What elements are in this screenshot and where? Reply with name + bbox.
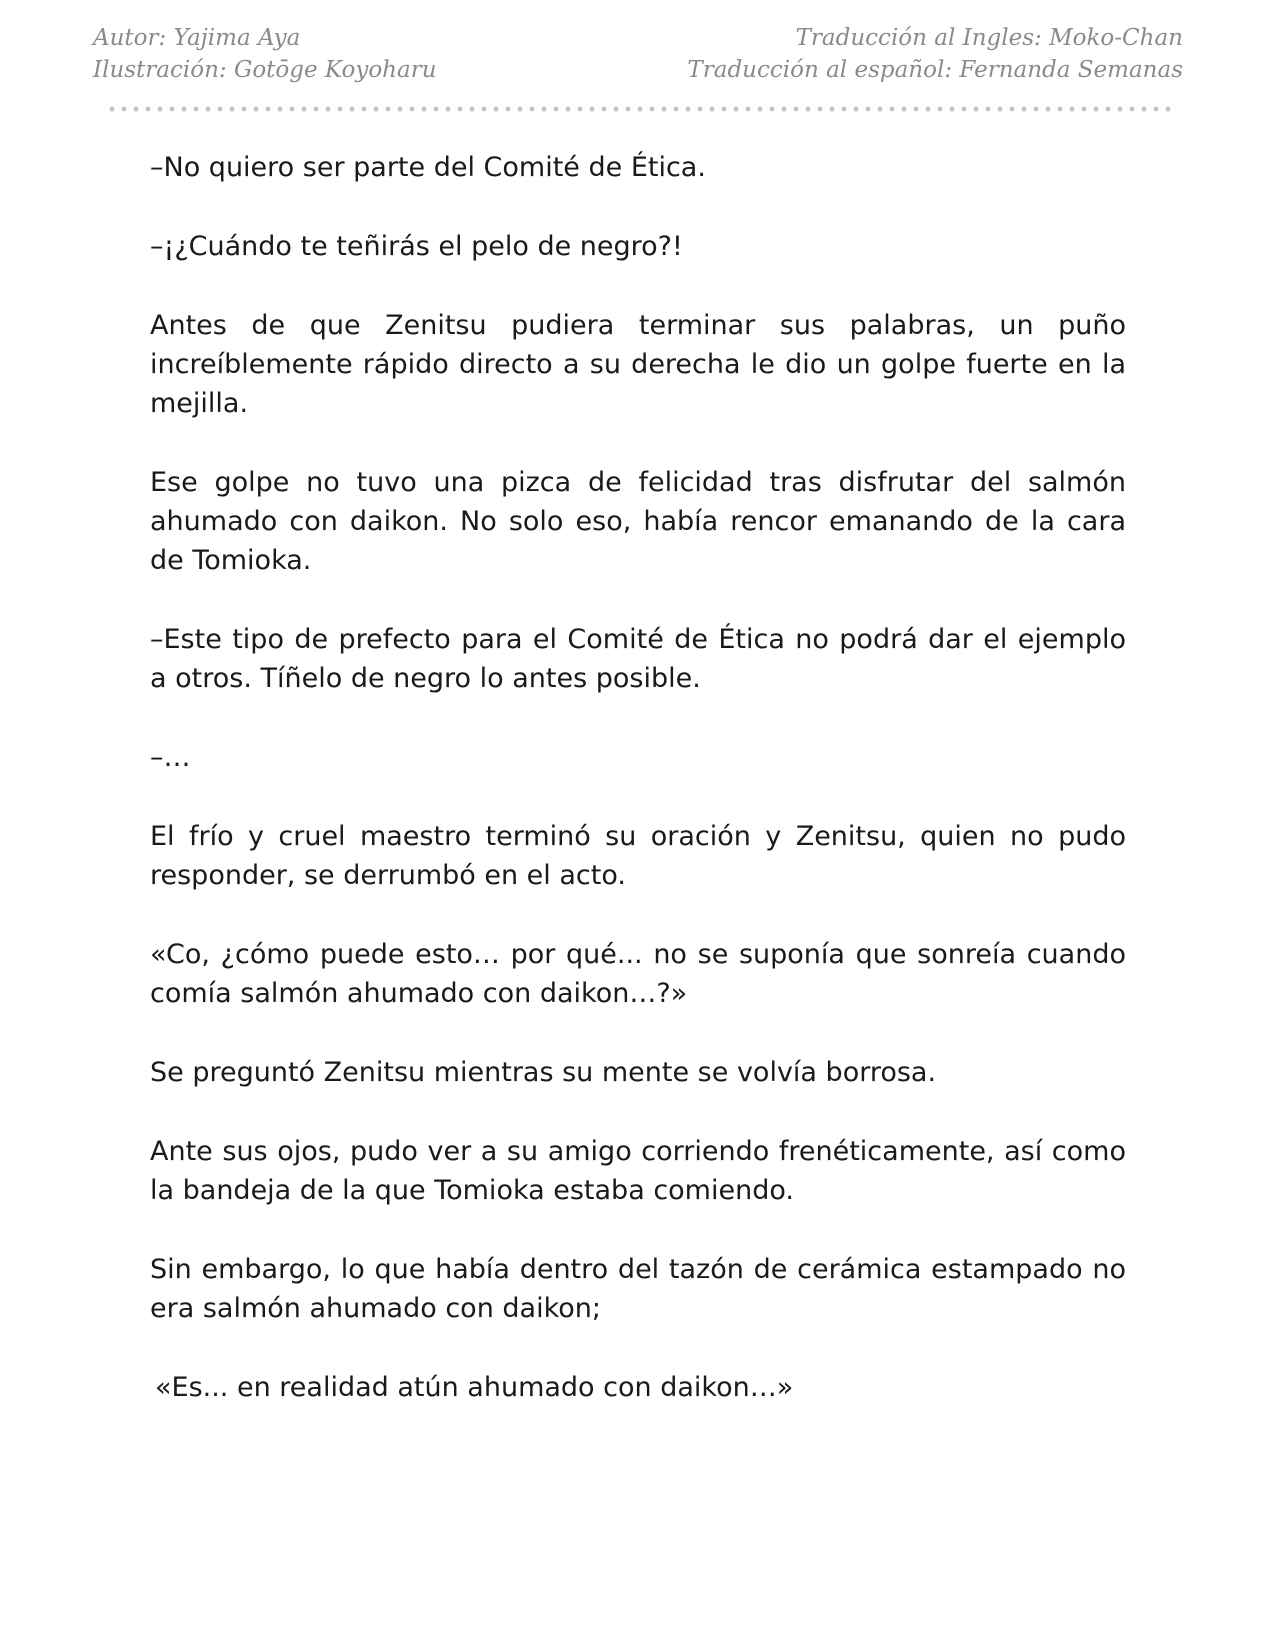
english-translation-credit: Traducción al Ingles: Moko-Chan [795, 25, 1183, 51]
header-row-1 [93, 22, 1183, 54]
spanish-translation-credit: Traducción al español: Fernanda Semanas [687, 57, 1183, 83]
header-row-2 [93, 54, 1183, 86]
paragraph: Ese golpe no tuvo una pizca de felicidad tras disfrutar del salmón ahumado con daikon. No solo eso, había rencor emanando de la cara de Tomioka. [150, 467, 1126, 576]
paragraph: «Es... en realidad atún ahumado con daikon…» [155, 1372, 794, 1403]
paragraph: El frío y cruel maestro terminó su oración y Zenitsu, quien no pudo responder, se derrumbó en el acto. [150, 821, 1126, 891]
page-header [93, 22, 1183, 86]
illustration-credit: Ilustración: Gotōge Koyoharu [93, 57, 437, 83]
paragraph: Se preguntó Zenitsu mientras su mente se volvía borrosa. [150, 1057, 937, 1088]
paragraph: –¡¿Cuándo te teñirás el pelo de negro?! [150, 231, 683, 262]
paragraph: –Este tipo de prefecto para el Comité de Ética no podrá dar el ejemplo a otros. Tíñelo de negro lo antes posible. [150, 624, 1126, 694]
story-text [150, 148, 1126, 1447]
paragraph: –No quiero ser parte del Comité de Ética. [150, 152, 706, 183]
paragraph: –… [150, 742, 191, 773]
paragraph: Sin embargo, lo que había dentro del tazón de cerámica estampado no era salmón ahumado con daikon; [150, 1254, 1126, 1324]
paragraph: «Co, ¿cómo puede esto… por qué... no se suponía que sonreía cuando comía salmón ahumado con daikon…?» [150, 939, 1126, 1009]
paragraph: Antes de que Zenitsu pudiera terminar sus palabras, un puño increíblemente rápido directo a su derecha le dio un golpe fuerte en la mejilla. [150, 310, 1126, 419]
author-credit: Autor: Yajima Aya [93, 25, 301, 51]
paragraph: Ante sus ojos, pudo ver a su amigo corriendo frenéticamente, así como la bandeja de la que Tomioka estaba comiendo. [150, 1136, 1126, 1206]
dotted-divider [106, 106, 1171, 112]
